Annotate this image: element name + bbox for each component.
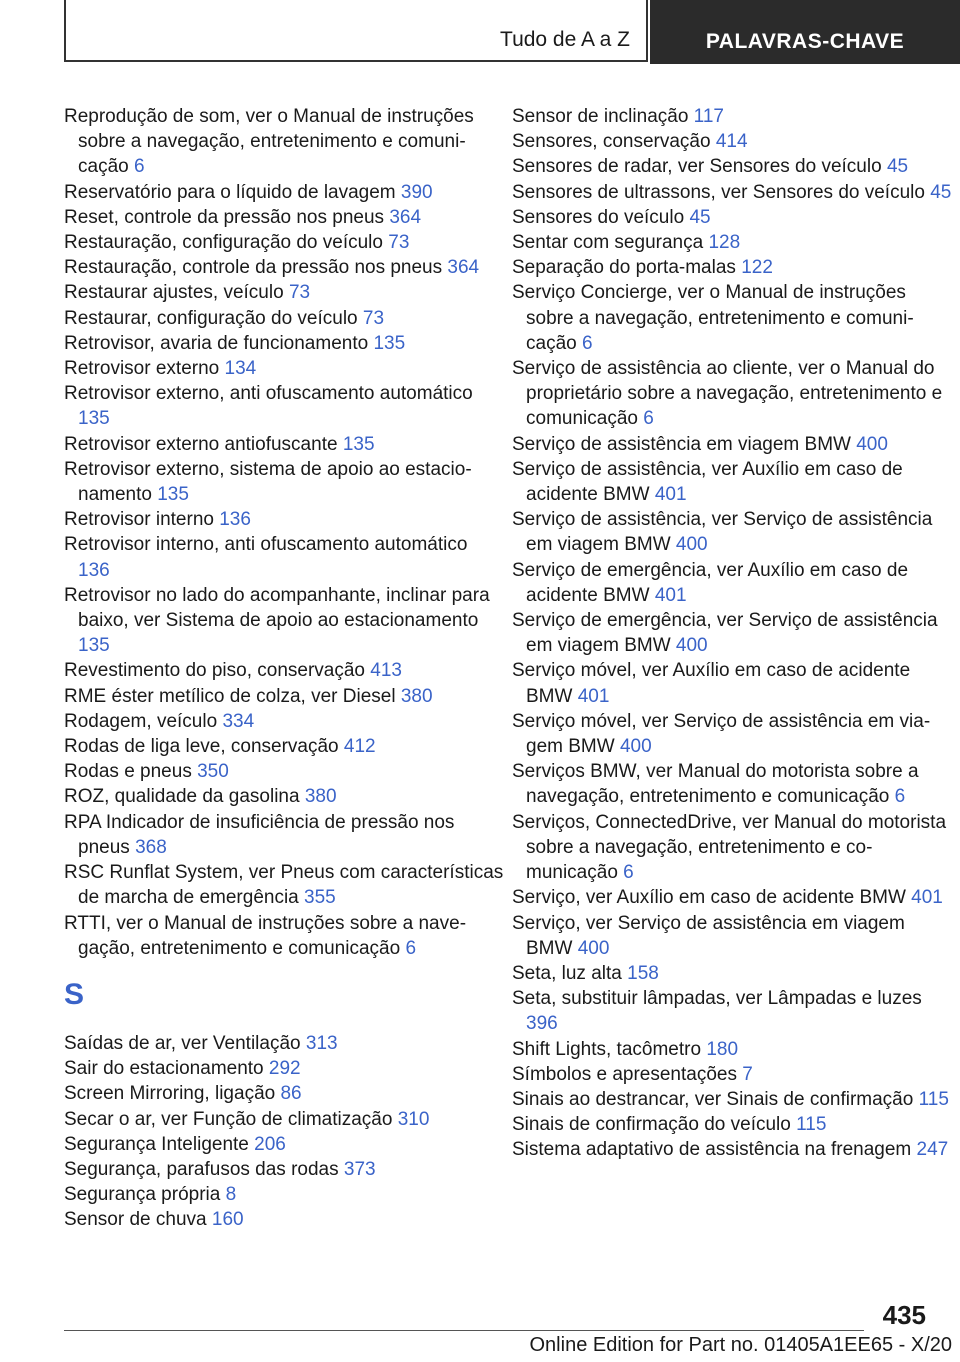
entry-text: Sensores de radar, ver Sensores do veículo [512, 156, 882, 178]
entry-text: Retrovisor externo, anti ofuscamento automático [64, 383, 473, 405]
index-entry [512, 457, 952, 507]
entry-text: Retrovisor interno [64, 509, 214, 531]
entry-text: Serviço, ver Auxílio em caso de acidente BMW [512, 887, 906, 909]
page-link[interactable]: 413 [370, 660, 402, 682]
index-entry [64, 709, 504, 734]
index-entry [512, 961, 952, 986]
index-entry [512, 356, 952, 432]
index-column-right [512, 104, 952, 1163]
page-link[interactable]: 135 [157, 484, 189, 506]
page-link[interactable]: 400 [619, 736, 652, 758]
index-entry [512, 608, 952, 658]
index-entry [512, 986, 952, 1036]
index-entry [512, 558, 952, 608]
page-link[interactable]: 6 [623, 862, 634, 884]
entry-text: Símbolos e apresentações [512, 1063, 737, 1085]
page-link[interactable]: 8 [225, 1184, 237, 1206]
entry-text: Shift Lights, tacômetro [512, 1038, 702, 1060]
page-link[interactable]: 134 [224, 358, 257, 380]
entry-text: Restaurar, configuração do veículo [64, 307, 358, 329]
index-entry [512, 255, 952, 280]
index-entry [64, 1031, 504, 1056]
entry-text: Seta, substituir lâmpadas, ver Lâmpadas e luzes [512, 988, 922, 1010]
index-entry [64, 1056, 504, 1081]
index-entry [64, 280, 504, 305]
page-link[interactable]: 158 [627, 962, 659, 984]
entry-text: Sensores do veículo [512, 206, 685, 228]
page-link[interactable]: 86 [280, 1083, 302, 1105]
index-entry [512, 1112, 952, 1137]
entry-text: RTTI, ver o Manual de instruções sobre a navegação, entretenimento e comunicação [64, 912, 467, 959]
entry-text: Retrovisor, avaria de funcionamento [64, 332, 369, 354]
entry-text: Retrovisor no lado do acompanhante, inclinar para baixo, ver Sistema de apoio ao estacionamento [64, 584, 490, 632]
page-link[interactable]: 117 [693, 106, 724, 127]
index-entry [512, 1062, 952, 1087]
entry-text: Rodagem, veículo [64, 710, 218, 732]
entry-text: Retrovisor interno, anti ofuscamento automático [64, 534, 468, 556]
page-link[interactable]: 400 [856, 433, 888, 455]
index-entry [64, 457, 504, 507]
entry-text: Screen Mirroring, ligação [64, 1083, 276, 1105]
entry-text: Restauração, configuração do veículo [64, 232, 383, 254]
page-link[interactable]: 122 [741, 257, 773, 279]
index-entry [512, 1037, 952, 1062]
index-entry [64, 381, 504, 431]
index-entry [512, 432, 952, 457]
entry-text: Retrovisor externo [64, 358, 220, 380]
chapter-tab [650, 0, 960, 64]
entry-text: RSC Runflat System, ver Pneus com características de marcha de emergência [64, 862, 504, 909]
page-link[interactable]: 400 [675, 635, 708, 657]
page-link[interactable]: 400 [577, 937, 610, 959]
index-entry [64, 104, 504, 180]
entry-text: Separação do porta-malas [512, 257, 736, 279]
index-entry [512, 759, 952, 809]
index-entry [64, 658, 504, 683]
index-entry [64, 532, 504, 582]
page-link[interactable]: 334 [222, 710, 255, 732]
page-link[interactable]: 373 [343, 1158, 376, 1180]
index-entry [512, 658, 952, 708]
page-link[interactable]: 128 [708, 232, 741, 254]
index-entry [512, 230, 952, 255]
index-entry [64, 860, 504, 910]
index-entry [512, 911, 952, 961]
entry-text: Sistema adaptativo de assistência na frenagem [512, 1139, 912, 1161]
entry-text: Sensor de chuva [64, 1209, 207, 1231]
page-link[interactable]: 45 [930, 181, 952, 203]
index-entry [64, 205, 504, 230]
entry-text: Sair do estacionamento [64, 1058, 264, 1080]
entry-text: Sinais ao destrancar, ver Sinais de confirmação [512, 1088, 914, 1110]
page-link[interactable]: 396 [526, 1013, 558, 1035]
index-entry [512, 104, 952, 129]
page-link[interactable]: 6 [133, 156, 145, 178]
page-link[interactable]: 115 [796, 1114, 827, 1136]
index-entry [512, 180, 952, 205]
entry-text: Retrovisor externo antiofuscante [64, 433, 338, 455]
entry-text: RPA Indicador de insuficiência de pressão nos pneus [64, 811, 455, 858]
page-link[interactable]: 73 [288, 282, 311, 304]
index-entry [512, 709, 952, 759]
page-link[interactable]: 73 [362, 307, 385, 329]
index-entry [64, 356, 504, 381]
edition-note: Online Edition for Part no. 01405A1EE65 - X/20 [529, 1334, 952, 1356]
index-entry [64, 1207, 504, 1232]
entry-text: Restaurar ajustes, veículo [64, 282, 284, 304]
index-entry [64, 784, 504, 809]
footer-divider [64, 1330, 864, 1331]
index-entry [64, 759, 504, 784]
page-number: 435 [882, 1300, 926, 1330]
section-title: Tudo de A a Z [500, 28, 630, 51]
index-entry [64, 734, 504, 759]
index-entry [64, 1081, 504, 1106]
entry-text: Sinais de confirmação do veículo [512, 1114, 791, 1136]
entry-text: ROZ, qualidade da gasolina [64, 786, 300, 808]
page-link[interactable]: 136 [78, 559, 110, 581]
page-link[interactable]: 401 [654, 584, 687, 606]
entry-text: Serviço Concierge, ver o Manual de instruções sobre a navegação, entretenimento e comunicação [512, 282, 914, 354]
page-link[interactable]: 414 [715, 131, 748, 153]
entry-text: Serviços BMW, ver Manual do motorista sobre a navegação, entretenimento e comunicação [512, 761, 919, 808]
entry-text: Sensores, conservação [512, 131, 711, 153]
page-link[interactable]: 292 [268, 1058, 301, 1080]
index-entry [64, 684, 504, 709]
index-entry [512, 810, 952, 886]
page-link[interactable]: 400 [675, 534, 708, 556]
page-link[interactable]: 390 [400, 181, 433, 203]
page-header [64, 0, 960, 64]
section-letter: S [64, 977, 85, 1011]
index-entry [64, 255, 504, 280]
index-entry [64, 1182, 504, 1207]
page-link[interactable]: 401 [577, 685, 610, 707]
index-entry [64, 1132, 504, 1157]
entry-text: Reprodução de som, ver o Manual de instruções sobre a navegação, entretenimento e comunicação [64, 106, 474, 178]
entry-text: Serviço de emergência, ver Serviço de assistência em viagem BMW [512, 610, 938, 657]
index-entry [64, 1157, 504, 1182]
page-link[interactable]: 45 [886, 156, 909, 178]
index-entry [512, 1137, 952, 1162]
page-link[interactable]: 135 [78, 408, 110, 430]
entry-text: Segurança Inteligente [64, 1133, 249, 1155]
page-link[interactable]: 6 [405, 937, 417, 959]
page-link[interactable]: 6 [643, 408, 654, 430]
page-link[interactable]: 355 [304, 887, 336, 909]
index-entry [64, 432, 504, 457]
index-entry [512, 129, 952, 154]
index-entry [512, 205, 952, 230]
entry-text: Segurança, parafusos das rodas [64, 1158, 339, 1180]
entry-text: Reservatório para o líquido de lavagem [64, 181, 396, 203]
entry-text: Serviço móvel, ver Auxílio em caso de acidente BMW [512, 660, 911, 707]
page-link[interactable]: 45 [689, 206, 711, 228]
entry-text: Rodas e pneus [64, 761, 192, 783]
index-entry [512, 507, 952, 557]
page-link[interactable]: 136 [219, 509, 251, 531]
entry-text: Serviço móvel, ver Serviço de assistência em viagem BMW [512, 710, 931, 758]
entry-text: Serviço de assistência, ver Serviço de assistência em viagem BMW [512, 509, 933, 556]
index-list-r [64, 104, 504, 961]
index-entry [512, 280, 952, 356]
page-link[interactable]: 364 [389, 206, 422, 228]
entry-text: Saídas de ar, ver Ventilação [64, 1032, 301, 1054]
page-link[interactable]: 180 [706, 1038, 739, 1060]
page-link[interactable]: 73 [388, 232, 410, 254]
page-link[interactable]: 364 [447, 257, 480, 279]
index-entry [64, 1107, 504, 1132]
page-link[interactable]: 7 [742, 1063, 753, 1085]
page-link[interactable]: 380 [304, 786, 337, 808]
chapter-tab-label: PALAVRAS-CHAVE [705, 30, 905, 53]
entry-text: Revestimento do piso, conservação [64, 660, 365, 682]
entry-text: Serviço de emergência, ver Auxílio em caso de acidente BMW [512, 559, 909, 606]
page-link[interactable]: 6 [894, 786, 906, 808]
page-link[interactable]: 401 [911, 887, 943, 909]
page-link[interactable]: 135 [78, 635, 110, 657]
entry-text: Retrovisor externo, sistema de apoio ao estacionamento [64, 458, 472, 506]
page-link[interactable]: 350 [197, 761, 229, 783]
entry-text: Sensores de ultrassons, ver Sensores do veículo [512, 181, 925, 203]
entry-text: Serviço de assistência, ver Auxílio em caso de acidente BMW [512, 458, 903, 506]
entry-text: Reset, controle da pressão nos pneus [64, 206, 385, 228]
index-entry [512, 1087, 952, 1112]
page-link[interactable]: 401 [654, 484, 687, 506]
page-link[interactable]: 412 [343, 736, 376, 758]
entry-text: Sensor de inclinação [512, 106, 689, 127]
page-link[interactable]: 310 [397, 1108, 430, 1130]
index-entry [64, 583, 504, 659]
entry-text: Seta, luz alta [512, 962, 622, 984]
page-link[interactable]: 380 [400, 685, 433, 707]
index-entry [64, 507, 504, 532]
entry-text: Serviço, ver Serviço de assistência em viagem BMW [512, 912, 905, 959]
page-link[interactable]: 368 [135, 836, 167, 858]
index-entry [64, 306, 504, 331]
entry-text: Sentar com segurança [512, 232, 704, 254]
index-entry [64, 331, 504, 356]
page-link[interactable]: 135 [342, 433, 375, 455]
entry-text: Serviço de assistência em viagem BMW [512, 433, 851, 455]
entry-text: Rodas de liga leve, conservação [64, 736, 339, 758]
entry-text: Segurança própria [64, 1184, 221, 1206]
page-link[interactable]: 115 [918, 1088, 949, 1110]
entry-text: Secar o ar, ver Função de climatização [64, 1108, 393, 1130]
page-link[interactable]: 160 [211, 1209, 244, 1231]
index-list-s [64, 1031, 504, 1233]
page-link[interactable]: 247 [916, 1139, 949, 1161]
entry-text: Serviços, ConnectedDrive, ver Manual do motorista sobre a navegação, entretenimento e comunicação [512, 811, 947, 884]
entry-text: Restauração, controle da pressão nos pneus [64, 257, 443, 279]
page-link[interactable]: 135 [373, 332, 406, 354]
index-entry [64, 180, 504, 205]
index-list-s-continued [512, 104, 952, 1163]
index-entry [64, 230, 504, 255]
index-entry [64, 810, 504, 860]
index-entry [512, 885, 952, 910]
page-link[interactable]: 6 [581, 332, 593, 354]
entry-text: Serviço de assistência ao cliente, ver o Manual do proprietário sobre a navegação, entretenimento e comunicação [512, 358, 943, 430]
index-column-left [64, 104, 504, 1233]
index-entry [64, 911, 504, 961]
index-entry [512, 154, 952, 179]
entry-text: RME éster metílico de colza, ver Diesel [64, 685, 396, 707]
page-link[interactable]: 313 [305, 1032, 338, 1054]
page-link[interactable]: 206 [254, 1133, 286, 1155]
